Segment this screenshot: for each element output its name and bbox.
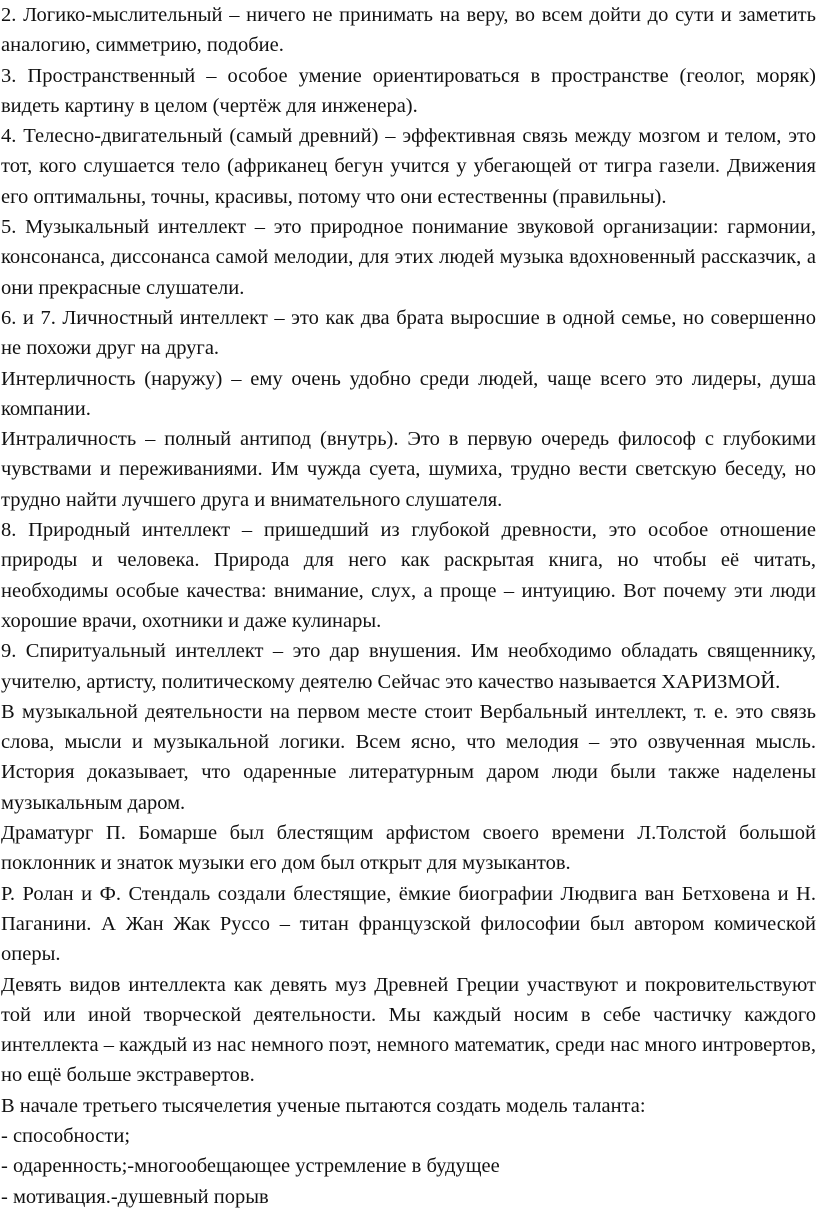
paragraph-beaumarchais-tolstoy: Драматург П. Бомарше был блестящим арфистом своего времени Л.Толстой большой поклонник и знаток музыки его дом был открыт для музыкантов. [1,822,816,875]
list-item-motivation: - мотивация.-душевный порыв [1,1185,269,1208]
paragraph-verbal-intelligence-in-music: В музыкальной деятельности на первом месте стоит Вербальный интеллект, т. е. это связь слова, мысли и музыкальной логики. Всем ясно, что мелодия – это озвученная мысль. История доказывает, что одаренные литературным даром люди были также наделены музыкальным даром. [1,700,816,814]
list-item-abilities: - способности; [1,1124,131,1147]
paragraph-rolland-stendhal-rousseau: Р. Ролан и Ф. Стендаль создали блестящие, ёмкие биографии Людвига ван Бетховена и Н. Паганини. А Жан Жак Руссо – титан французской философии был автором комической оперы. [1,882,816,966]
paragraph-talent-model-intro: В начале третьего тысячелетия ученые пытаются создать модель таланта: [1,1094,646,1117]
paragraph-spatial-intelligence: 3. Пространственный – особое умение ориентироваться в пространстве (геолог, моряк) видеть картину в целом (чертёж для инженера). [1,64,816,117]
paragraph-bodily-intelligence: 4. Телесно-двигательный (самый древний) – эффективная связь между мозгом и телом, это тот, кого слушается тело (африканец бегун учится у убегающей от тигра газели. Движения его оптимальны, точны, красивы, потому что они естественны (правильны). [1,125,816,208]
paragraph-personal-intelligence: 6. и 7. Личностный интеллект – это как два брата выросшие в одной семье, но совершенно не похожи друг на друга. [1,306,816,360]
paragraph-interpersonal: Интерличность (наружу) – ему очень удобно среди людей, чаще всего это лидеры, душа компании. [1,367,816,420]
list-item-giftedness: - одаренность;-многообещающее устремление в будущее [1,1155,500,1178]
paragraph-intrapersonal: Интраличность – полный антипод (внутрь). Это в первую очередь философ с глубокими чувствами и переживаниями. Им чужда суета, шумиха, трудно вести светскую беседу, но трудно найти лучшего друга и внимательного слушателя. [1,428,816,511]
paragraph-spiritual-intelligence: 9. Спиритуальный интеллект – это дар внушения. Им необходимо обладать священнику, учителю, артисту, политическому деятелю Сейчас это качество называется ХАРИЗМОЙ. [1,640,816,693]
paragraph-nine-muses: Девять видов интеллекта как девять муз Древней Греции участвуют и покровительствуют той или иной творческой деятельности. Мы каждый носим в себе частичку каждого интеллекта – каждый из нас немного поэт, немного математик, среди нас много интровертов, но ещё больше экстравертов. [1,973,816,1087]
paragraph-naturalist-intelligence: 8. Природный интеллект – пришедший из глубокой древности, это особое отношение природы и человека. Природа для него как раскрытая книга, но чтобы её читать, необходимы особые качества: внимание, слух, а проще – интуицию. Вот почему эти люди хорошие врачи, охотники и даже кулинары. [1,519,816,632]
paragraph-logical-intelligence: 2. Логико-мыслительный – ничего не принимать на веру, во всем дойти до сути и заметить аналогию, симметрию, подобие. [1,4,816,57]
paragraph-musical-intelligence: 5. Музыкальный интеллект – это природное понимание звуковой организации: гармонии, консонанса, диссонанса самой мелодии, для этих людей музыка вдохновенный рассказчик, а они прекрасные слушатели. [1,216,816,299]
